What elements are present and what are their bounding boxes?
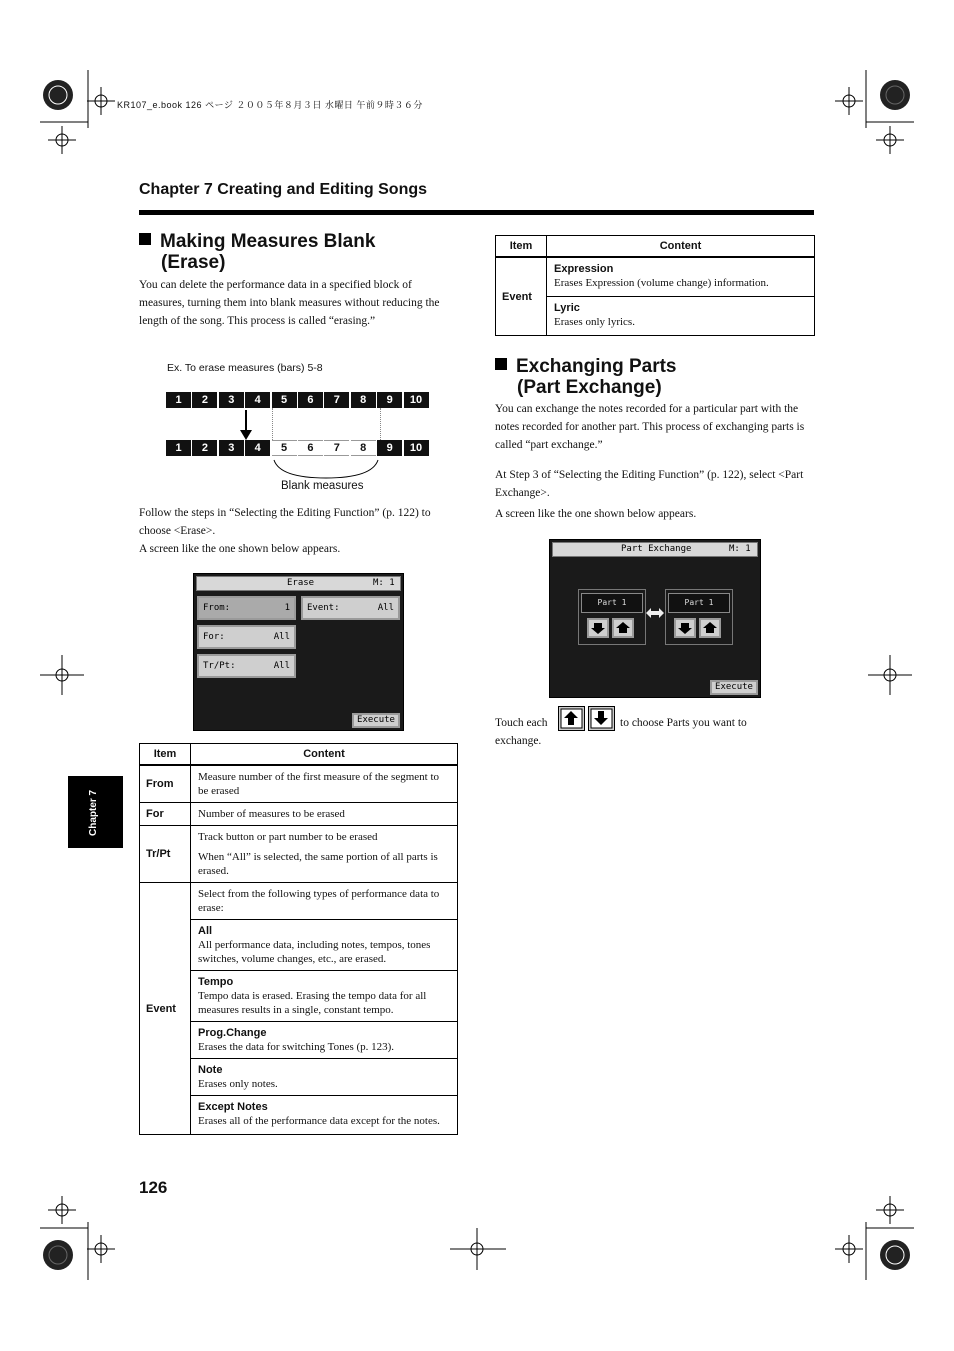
tempo-desc: Tempo data is erased. Erasing the tempo data for all measures results in a single, constant tempo. bbox=[198, 990, 427, 1016]
screen-title-bar bbox=[196, 576, 401, 591]
tempo-title: Tempo bbox=[198, 976, 234, 988]
for-label: For: bbox=[203, 632, 225, 642]
prog-title: Prog.Change bbox=[198, 1027, 267, 1039]
table-head-item: Item bbox=[140, 744, 191, 766]
row-content-all bbox=[191, 920, 458, 971]
execute-button[interactable]: Execute bbox=[710, 680, 758, 695]
expression-desc: Erases Expression (volume change) information. bbox=[554, 277, 769, 289]
all-title: All bbox=[198, 925, 213, 937]
trpt-button[interactable] bbox=[197, 654, 296, 678]
blank-brace bbox=[270, 458, 382, 482]
down-button-sample bbox=[588, 706, 615, 731]
screen-measure: M: 1 bbox=[729, 544, 751, 554]
measures-before bbox=[166, 392, 430, 408]
square-bullet-icon bbox=[139, 233, 151, 245]
lyric-title: Lyric bbox=[554, 302, 580, 314]
row-item-trpt: Tr/Pt bbox=[140, 826, 191, 883]
execute-button[interactable]: Execute bbox=[352, 713, 400, 728]
measure-cell: 1 bbox=[166, 392, 191, 408]
example-caption: Ex. To erase measures (bars) 5-8 bbox=[167, 362, 323, 374]
screen-title: Part Exchange bbox=[621, 544, 692, 554]
header-rule bbox=[139, 210, 814, 215]
row-content-event-intro: Select from the following types of performance data to erase: bbox=[191, 883, 458, 920]
exchange-step: At Step 3 of “Selecting the Editing Function” (p. 122), select <Part Exchange>. bbox=[495, 469, 804, 499]
blank-measures-label: Blank measures bbox=[281, 480, 364, 492]
table-head-content: Content bbox=[547, 236, 815, 258]
blank-measure-cell: 6 bbox=[298, 440, 323, 456]
measure-cell: 9 bbox=[377, 440, 402, 456]
erase-screen-note: A screen like the one shown below appears. bbox=[139, 543, 341, 555]
lyric-desc: Erases only lyrics. bbox=[554, 316, 635, 328]
measure-cell: 10 bbox=[404, 392, 429, 408]
except-title: Except Notes bbox=[198, 1101, 268, 1113]
measure-cell: 4 bbox=[245, 392, 270, 408]
part-a-display: Part 1 bbox=[581, 593, 643, 613]
erase-range-guides bbox=[272, 408, 381, 440]
event-button[interactable] bbox=[301, 596, 400, 620]
square-bullet-icon bbox=[495, 358, 507, 370]
row-item-event: Event bbox=[140, 883, 191, 1135]
event-label: Event: bbox=[307, 603, 340, 613]
for-button[interactable] bbox=[197, 625, 296, 649]
measure-cell: 10 bbox=[404, 440, 429, 456]
down-arrow-icon bbox=[236, 410, 256, 442]
trpt-content-1: Track button or part number to be erased bbox=[198, 831, 378, 843]
measure-cell: 7 bbox=[324, 392, 349, 408]
erase-screen bbox=[193, 573, 404, 731]
from-value: 1 bbox=[284, 603, 290, 613]
measure-cell: 3 bbox=[219, 440, 244, 456]
event-value: All bbox=[377, 603, 394, 613]
screen-measure: M: 1 bbox=[373, 578, 395, 588]
table-head-item: Item bbox=[496, 236, 547, 258]
row-content-note bbox=[191, 1059, 458, 1096]
expression-title: Expression bbox=[554, 263, 614, 275]
measure-cell: 2 bbox=[192, 440, 217, 456]
prog-desc: Erases the data for switching Tones (p. 123). bbox=[198, 1041, 395, 1053]
measure-cell: 5 bbox=[272, 392, 297, 408]
note-title: Note bbox=[198, 1064, 223, 1076]
heading-line1: Making Measures Blank bbox=[160, 231, 376, 252]
from-label: From: bbox=[203, 603, 231, 613]
from-button[interactable] bbox=[197, 596, 296, 620]
row-content-tempo bbox=[191, 971, 458, 1022]
side-tab-label: Chapter 7 bbox=[88, 789, 99, 836]
touch-line2: exchange. bbox=[495, 735, 542, 747]
trpt-content-2: When “All” is selected, the same portion of all parts is erased. bbox=[198, 851, 438, 877]
part-b-group bbox=[665, 589, 733, 645]
part-exchange-screen bbox=[549, 539, 761, 698]
up-button-sample bbox=[558, 706, 585, 731]
measure-cell: 9 bbox=[377, 392, 402, 408]
row-item-for: For bbox=[140, 803, 191, 826]
measures-after bbox=[166, 440, 430, 456]
heading-line2: (Erase) bbox=[161, 252, 226, 273]
exchange-screen-note: A screen like the one shown below appears. bbox=[495, 508, 697, 520]
measure-cell: 3 bbox=[219, 392, 244, 408]
up-arrow-icon bbox=[559, 707, 584, 730]
part-b-down-button[interactable] bbox=[674, 618, 696, 638]
row-item-event: Event bbox=[496, 257, 547, 336]
measure-cell: 1 bbox=[166, 440, 191, 456]
blank-measure-cell: 5 bbox=[272, 440, 297, 456]
part-b-up-button[interactable] bbox=[699, 618, 721, 638]
part-a-up-button[interactable] bbox=[612, 618, 634, 638]
row-content-except bbox=[191, 1096, 458, 1135]
part-b-display: Part 1 bbox=[668, 593, 730, 613]
row-content-trpt bbox=[191, 826, 458, 883]
chapter-title: Chapter 7 Creating and Editing Songs bbox=[139, 181, 428, 198]
trpt-value: All bbox=[273, 661, 290, 671]
row-content-lyric bbox=[547, 297, 815, 336]
down-arrow-icon bbox=[676, 620, 694, 636]
note-desc: Erases only notes. bbox=[198, 1078, 278, 1090]
heading-line2: (Part Exchange) bbox=[517, 377, 662, 398]
part-a-down-button[interactable] bbox=[587, 618, 609, 638]
row-item-from: From bbox=[140, 765, 191, 803]
all-desc: All performance data, including notes, tempos, tones switches, volume changes, etc., are erased. bbox=[198, 939, 431, 965]
touch-after-text: to choose Parts you want to bbox=[620, 717, 747, 729]
blank-measure-cell: 8 bbox=[351, 440, 376, 456]
part-a-group bbox=[578, 589, 646, 645]
exchange-arrow-icon bbox=[646, 607, 664, 619]
trpt-label: Tr/Pt: bbox=[203, 661, 236, 671]
down-arrow-icon bbox=[589, 707, 614, 730]
row-content-prog bbox=[191, 1022, 458, 1059]
page-number: 126 bbox=[139, 1178, 168, 1197]
exchange-intro: You can exchange the notes recorded for a particular part with the notes recorded for another part. This process of exchanging parts is called “part exchange.” bbox=[495, 403, 805, 451]
measure-cell: 6 bbox=[298, 392, 323, 408]
table-head-content: Content bbox=[191, 744, 458, 766]
erase-table bbox=[139, 743, 458, 1135]
row-content-for: Number of measures to be erased bbox=[191, 803, 458, 826]
except-desc: Erases all of the performance data except for the notes. bbox=[198, 1115, 440, 1127]
up-arrow-icon bbox=[614, 620, 632, 636]
measure-cell: 4 bbox=[245, 440, 270, 456]
heading-line1: Exchanging Parts bbox=[516, 356, 677, 377]
for-value: All bbox=[273, 632, 290, 642]
measure-cell: 8 bbox=[351, 392, 376, 408]
blank-measure-cell: 7 bbox=[324, 440, 349, 456]
file-meta: KR107_e.book 126 ページ ２００５年８月３日 水曜日 午前９時３６分 bbox=[117, 100, 423, 110]
event-table-continued bbox=[495, 235, 815, 336]
screen-title-bar bbox=[552, 542, 758, 557]
measure-cell: 2 bbox=[192, 392, 217, 408]
screen-title: Erase bbox=[287, 578, 315, 588]
erase-intro: You can delete the performance data in a specified block of measures, turning them into blank measures without reducing the length of the song. This process is called “erasing.” bbox=[139, 279, 440, 327]
chapter-side-tab bbox=[68, 776, 123, 848]
touch-before-text: Touch each bbox=[495, 717, 548, 729]
up-arrow-icon bbox=[701, 620, 719, 636]
erase-heading bbox=[139, 231, 375, 273]
erase-steps: Follow the steps in “Selecting the Editing Function” (p. 122) to choose <Erase>. bbox=[139, 507, 431, 537]
row-content-from: Measure number of the first measure of the segment to be erased bbox=[191, 765, 458, 803]
exchange-heading bbox=[495, 356, 677, 398]
down-arrow-icon bbox=[589, 620, 607, 636]
row-content-expression bbox=[547, 257, 815, 297]
